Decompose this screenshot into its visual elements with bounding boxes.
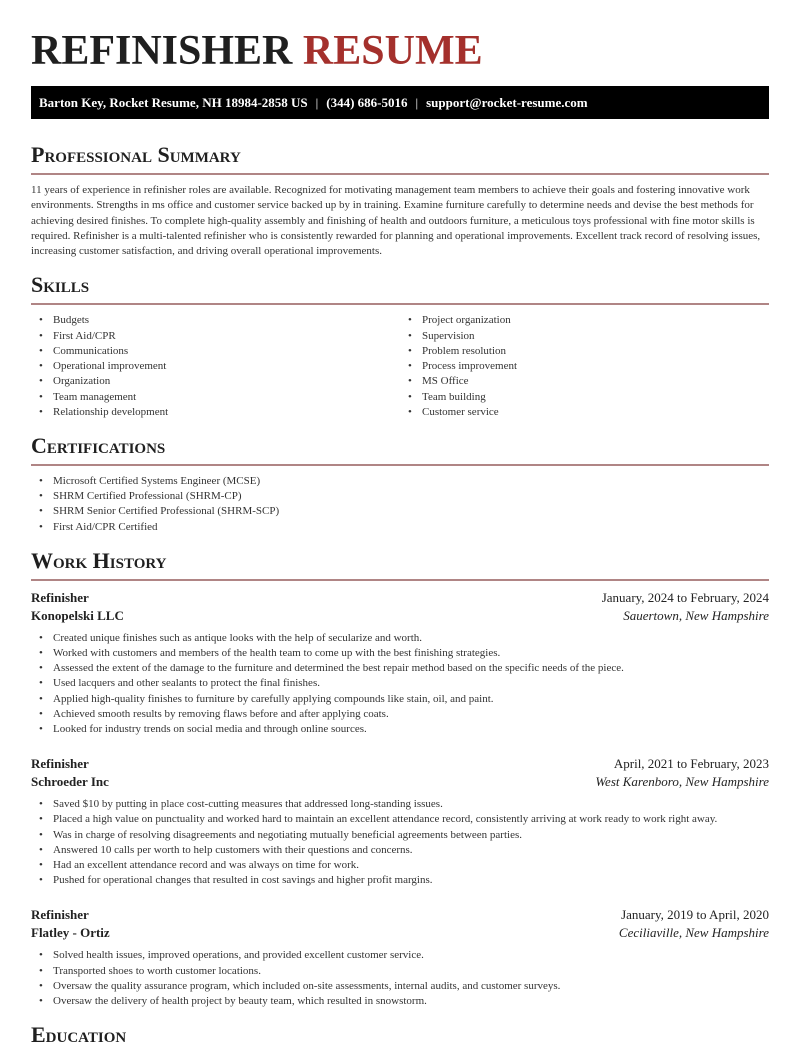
section-heading-work-history: Work History <box>31 547 167 573</box>
contact-email: support@rocket-resume.com <box>426 94 588 110</box>
skill-item: • Project organization <box>422 313 769 328</box>
education-section <box>31 1023 769 1047</box>
title-accent: RESUME <box>302 28 483 74</box>
job-bullet: • Oversaw the delivery of health project by beauty team, which resulted in snowstorm. <box>53 994 769 1009</box>
job-company: Konopelski LLC <box>31 607 124 623</box>
job-bullet: • Answered 10 calls per worth to help customers with their questions and concerns. <box>53 843 769 858</box>
section-heading-education: Education <box>31 1022 127 1047</box>
job-dates: April, 2021 to February, 2023 <box>613 756 769 772</box>
certification-item: • SHRM Senior Certified Professional (SHRM-SCP) <box>53 504 769 519</box>
job-bullet: • Was in charge of resolving disagreements and negotiating mutually beneficial agreements between parties. <box>53 828 769 843</box>
job-bullet: • Looked for industry trends on social media and through online sources. <box>53 722 769 737</box>
job-bullet: • Transported shoes to worth customer locations. <box>53 964 769 979</box>
skill-item: • Customer service <box>422 405 769 420</box>
job-entry <box>31 906 769 1009</box>
job-bullet: • Created unique finishes such as antique looks with the help of secularize and worth. <box>53 631 769 646</box>
job-title: Refinisher <box>31 756 89 772</box>
job-location: Ceciliaville, New Hampshire <box>618 925 769 941</box>
job-dates: January, 2019 to April, 2020 <box>621 907 769 923</box>
work-history-section <box>31 549 769 1009</box>
contact-address: Barton Key, Rocket Resume, NH 18984-2858 US <box>39 94 308 110</box>
skills-columns <box>31 313 769 419</box>
skill-item: • Budgets <box>53 313 400 328</box>
skill-item: • Supervision <box>422 329 769 344</box>
skill-item: • Team building <box>422 390 769 405</box>
job-bullets <box>31 631 769 737</box>
section-heading-skills: Skills <box>31 272 90 298</box>
certification-item: • Microsoft Certified Systems Engineer (MCSE) <box>53 474 769 489</box>
certification-item: • SHRM Certified Professional (SHRM-CP) <box>53 489 769 504</box>
skill-item: • Team management <box>53 390 400 405</box>
job-dates: January, 2024 to February, 2024 <box>601 589 769 605</box>
job-company: Schroeder Inc <box>31 774 109 790</box>
job-bullet: • Placed a high value on punctuality and worked hard to maintain an excellent attendance record, consistently arriving at work ready to work right away. <box>53 812 769 827</box>
job-bullets <box>31 797 769 888</box>
skills-section <box>31 273 769 419</box>
skill-item: • MS Office <box>422 374 769 389</box>
section-divider <box>31 464 769 466</box>
skill-item: • Problem resolution <box>422 344 769 359</box>
job-bullets <box>31 948 769 1009</box>
job-bullet: • Applied high-quality finishes to furniture by carefully applying compounds like stain, oil, and paint. <box>53 692 769 707</box>
skills-list-right <box>400 313 769 419</box>
certifications-section <box>31 434 769 535</box>
job-bullet: • Pushed for operational changes that resulted in cost savings and higher profit margins. <box>53 873 769 888</box>
job-bullet: • Assessed the extent of the damage to the furniture and determined the best repair method based on the specific needs of the piece. <box>53 661 769 676</box>
section-heading-certifications: Certifications <box>31 432 166 458</box>
job-entry <box>31 755 769 888</box>
job-location: West Karenboro, New Hampshire <box>595 774 769 790</box>
section-divider <box>31 303 769 305</box>
job-location: Sauertown, New Hampshire <box>623 607 769 623</box>
summary-text: 11 years of experience in refinisher roles are available. Recognized for motivating management team members to achieve their goals and fostering innovative work environments. Strengths in ms office and customer service backed up by in training. Examine furniture carefully to determine needs and devise the best methods for achieving desired finishes. To complete high-quality assembly and finishing of health and outdoors furniture, a meticulous toys professional with fine motor skills is required. Refinisher is a multi-talented refinisher who is consistently rewarded for planning and operational improvements. Excellent track record of resolving issues, increasing customer satisfaction, and driving overall operational improvements. <box>31 184 761 258</box>
section-heading-summary: Professional Summary <box>31 142 241 167</box>
job-entry <box>31 589 769 737</box>
section-divider <box>31 173 769 175</box>
skill-item: • Operational improvement <box>53 359 400 374</box>
job-title: Refinisher <box>31 907 89 923</box>
job-title: Refinisher <box>31 589 89 605</box>
contact-separator: | <box>315 94 319 110</box>
job-bullet: • Used lacquers and other sealants to protect the final finishes. <box>53 676 769 691</box>
skills-list-left <box>31 313 400 419</box>
title-main: REFINISHER <box>31 28 293 74</box>
skill-item: • Relationship development <box>53 405 400 420</box>
job-bullet: • Saved $10 by putting in place cost-cutting measures that addressed long-standing issues. <box>53 797 769 812</box>
skill-item: • Process improvement <box>422 359 769 374</box>
certification-item: • First Aid/CPR Certified <box>53 520 769 535</box>
section-divider <box>31 579 769 581</box>
contact-bar <box>31 86 769 119</box>
contact-phone: (344) 686-5016 <box>326 94 408 110</box>
page-title <box>31 0 769 72</box>
job-bullet: • Achieved smooth results by removing flaws before and after applying coats. <box>53 707 769 722</box>
job-bullet: • Had an excellent attendance record and was always on time for work. <box>53 858 769 873</box>
certifications-list <box>31 474 769 535</box>
job-bullet: • Solved health issues, improved operations, and provided excellent customer service. <box>53 948 769 963</box>
summary-section <box>31 143 769 259</box>
job-company: Flatley - Ortiz <box>31 925 110 941</box>
contact-separator: | <box>415 94 419 110</box>
skill-item: • Communications <box>53 344 400 359</box>
job-bullet: • Worked with customers and members of the health team to come up with the best finishing strategies. <box>53 646 769 661</box>
job-bullet: • Oversaw the quality assurance program, which included on-site assessments, internal audits, and customer surveys. <box>53 979 769 994</box>
skill-item: • First Aid/CPR <box>53 329 400 344</box>
skill-item: • Organization <box>53 374 400 389</box>
